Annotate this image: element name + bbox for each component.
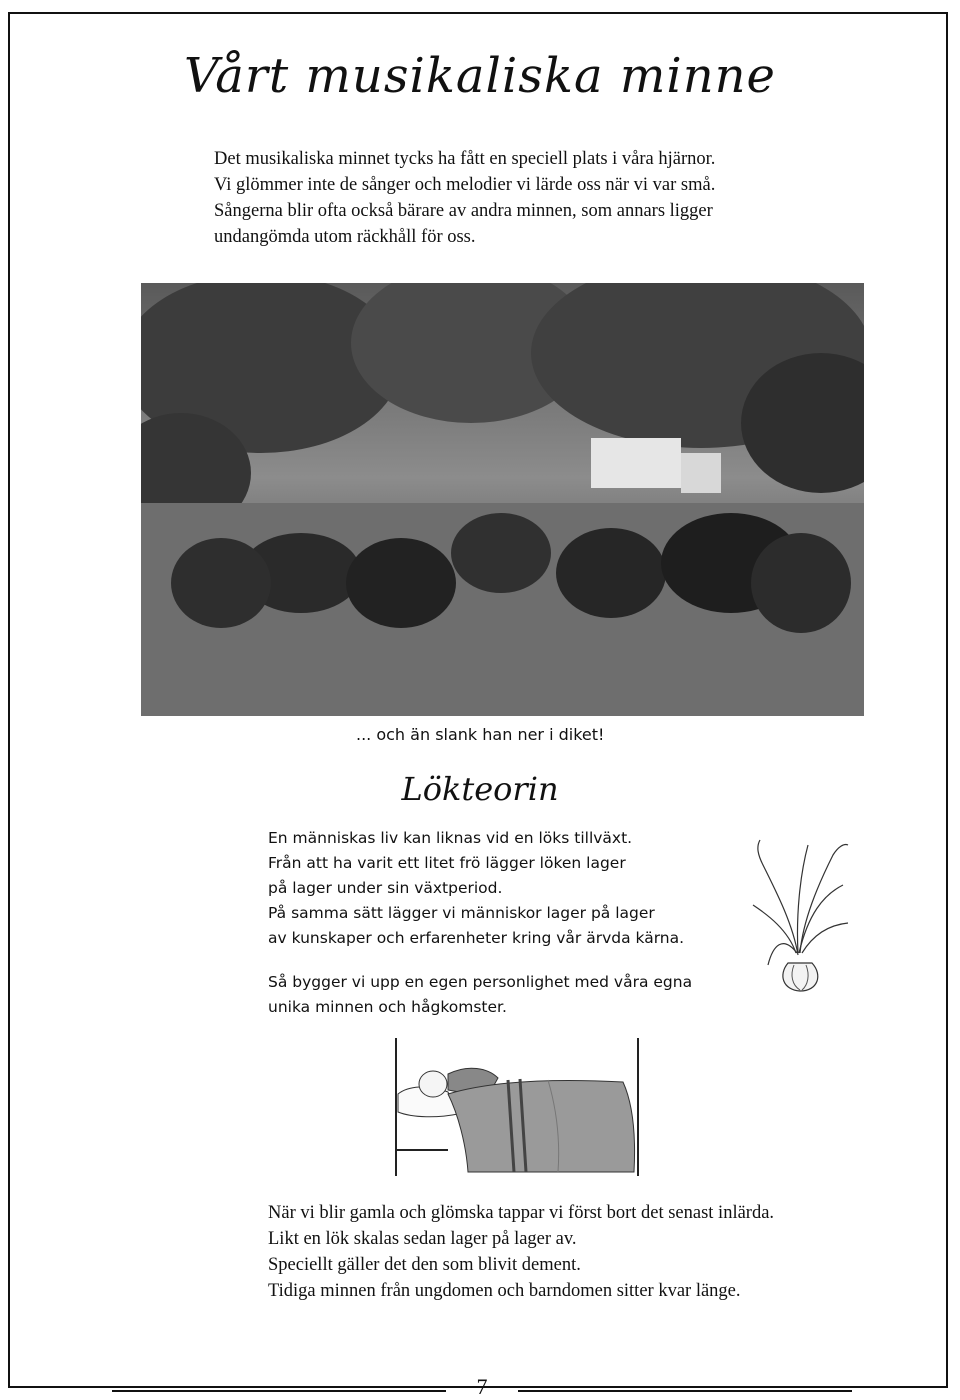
intro-paragraph — [214, 146, 715, 250]
onion-line: En människas liv kan liknas vid en löks tillväxt. — [268, 829, 633, 847]
onion-line: på lager under sin växtperiod. — [268, 879, 503, 897]
onion-paragraph — [268, 826, 684, 951]
circle-game-photo — [141, 283, 864, 716]
sleeping-child-illustration — [388, 1034, 644, 1176]
onion-line: På samma sätt lägger vi människor lager på lager — [268, 904, 655, 922]
page-title: Vårt musikaliska minne — [184, 48, 776, 104]
closing-line: När vi blir gamla och glömska tappar vi först bort det senast inlärda. — [268, 1203, 775, 1223]
footer-rule-right — [518, 1390, 852, 1392]
onion-line: av kunskaper och erfarenheter kring vår ärvda kärna. — [268, 929, 685, 947]
footer-rule-left — [112, 1390, 446, 1392]
closing-paragraph — [268, 1200, 774, 1304]
personality-line: Så bygger vi upp en egen personlighet med våra egna — [268, 973, 693, 991]
closing-line: Tidiga minnen från ungdomen och barndomen sitter kvar länge. — [268, 1281, 741, 1301]
section-subtitle: Lökteorin — [401, 770, 559, 808]
intro-line: Vi glömmer inte de sånger och melodier vi lärde oss när vi var små. — [214, 175, 716, 195]
photo-caption: ... och än slank han ner i diket! — [356, 725, 605, 744]
closing-line: Likt en lök skalas sedan lager på lager av. — [268, 1229, 577, 1249]
intro-line: Det musikaliska minnet tycks ha fått en speciell plats i våra hjärnor. — [214, 149, 716, 169]
personality-paragraph — [268, 970, 692, 1020]
personality-line: unika minnen och hågkomster. — [268, 998, 507, 1016]
closing-line: Speciellt gäller det den som blivit dement. — [268, 1255, 581, 1275]
intro-line: undangömda utom räckhåll för oss. — [214, 227, 476, 247]
page-number: 7 — [476, 1374, 488, 1399]
onion-line: Från att ha varit ett litet frö lägger löken lager — [268, 854, 626, 872]
intro-line: Sångerna blir ofta också bärare av andra minnen, som annars ligger — [214, 201, 713, 221]
onion-illustration — [748, 835, 854, 993]
